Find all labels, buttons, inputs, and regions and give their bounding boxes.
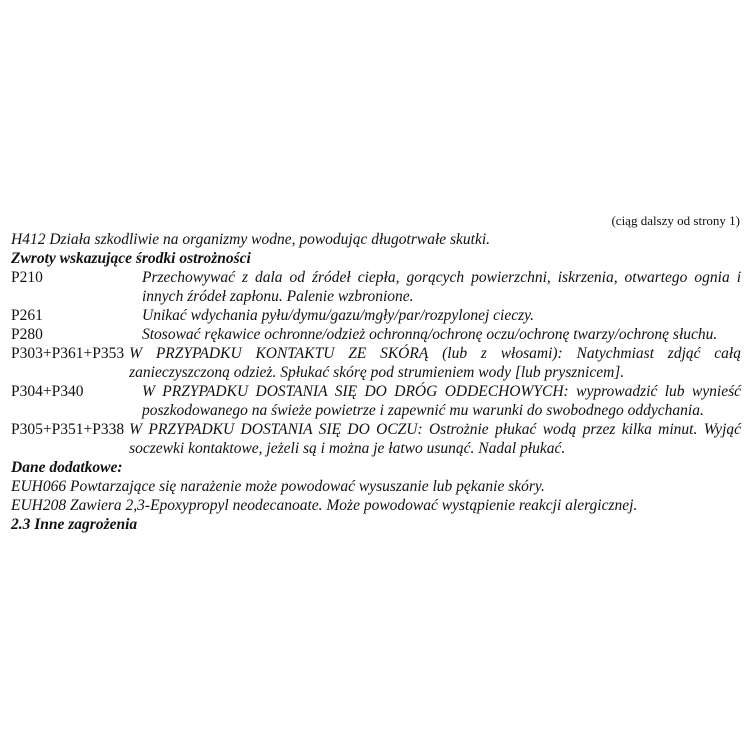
cut-off-section-heading <box>11 515 741 533</box>
precaution-code: P303+P361+P353 <box>11 345 125 362</box>
precautionary-heading: Zwroty wskazujące środki ostrożności <box>11 250 251 267</box>
precaution-code: P304+P340 <box>11 383 84 400</box>
precaution-code: P280 <box>11 326 43 343</box>
section-heading-2-3: 2.3 Inne zagrożenia <box>11 516 138 533</box>
precaution-text: W PRZYPADKU DOSTANIA SIĘ DO DRÓG ODDECHOWYCH: wyprowadzić lub wynieść poszkodowanego na świeże powietrze i zapewnić mu warunki do swobodnego oddychania. <box>142 383 741 419</box>
precaution-text: Unikać wdychania pyłu/dymu/gazu/mgły/par/rozpylonej cieczy. <box>142 307 535 324</box>
precaution-text: Stosować rękawice ochronne/odzież ochronną/ochronę oczu/ochronę twarzy/ochronę słuchu. <box>142 326 718 343</box>
precaution-row <box>11 306 741 325</box>
precaution-code: P261 <box>11 307 43 324</box>
precaution-row <box>11 344 741 382</box>
precaution-code: P210 <box>11 269 43 286</box>
precaution-row <box>11 325 741 344</box>
document-content <box>11 230 741 533</box>
precaution-row <box>11 382 741 420</box>
continued-note: (ciąg dalszy od strony 1) <box>611 213 740 228</box>
hazard-statement-h412: H412 Działa szkodliwie na organizmy wodne, powodując długotrwałe skutki. <box>11 231 491 248</box>
precaution-row <box>11 268 741 306</box>
statement-euh208: EUH208 Zawiera 2,3-Epoxypropyl neodecanoate. Może powodować wystąpienie reakcji alergicznej. <box>11 497 638 514</box>
additional-info-heading: Dane dodatkowe: <box>11 459 123 476</box>
precaution-text: Przechowywać z dala od źródeł ciepła, gorących powierzchni, iskrzenia, otwartego ognia i innych źródeł zapłonu. Palenie wzbronione. <box>142 269 741 305</box>
precaution-code: P305+P351+P338 <box>11 421 125 438</box>
precaution-text: W PRZYPADKU KONTAKTU ZE SKÓRĄ (lub z włosami): Natychmiast zdjąć całą zanieczyszczoną odzież. Spłukać skórę pod strumieniem wody [lub prysznicem]. <box>129 345 741 381</box>
precaution-row <box>11 420 741 458</box>
statement-euh066: EUH066 Powtarzające się narażenie może powodować wysuszanie lub pękanie skóry. <box>11 478 545 495</box>
precaution-text: W PRZYPADKU DOSTANIA SIĘ DO OCZU: Ostrożnie płukać wodą przez kilka minut. Wyjąć soczewki kontaktowe, jeżeli są i można je łatwo usunąć. Nadal płukać. <box>129 421 741 457</box>
